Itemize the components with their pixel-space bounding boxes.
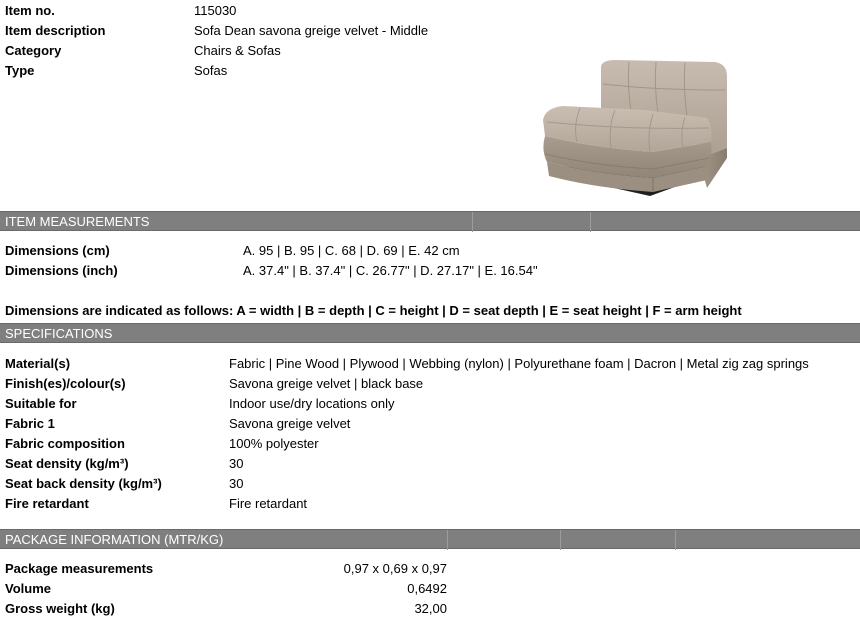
specifications-section-bar [0,323,860,343]
spec-label-suitable-for: Suitable for [5,396,77,411]
item-measurements-title: ITEM MEASUREMENTS [5,214,150,229]
item-no-value: 115030 [194,3,237,18]
item-measurements-section-bar [0,211,860,231]
item-description-value: Sofa Dean savona greige velvet - Middle [194,23,429,38]
package-measurements-value: 0,97 x 0,69 x 0,97 [343,561,447,576]
bar-divider [675,530,676,550]
volume-value: 0,6492 [407,581,447,596]
bar-divider [447,530,448,550]
spec-label-fabric-composition: Fabric composition [5,436,125,451]
dimensions-cm-label: Dimensions (cm) [5,243,110,258]
spec-value-seat-density: 30 [229,456,244,471]
gross-weight-label: Gross weight (kg) [5,601,115,616]
item-description-label: Item description [5,23,106,38]
spec-label-fabric-1: Fabric 1 [5,416,55,431]
spec-value-seat-back-density: 30 [229,476,244,491]
category-label: Category [5,43,62,58]
volume-label: Volume [5,581,51,596]
sofa-product-image [535,56,730,201]
bar-divider [590,212,591,232]
bar-divider [560,530,561,550]
dimensions-cm-value: A. 95 | B. 95 | C. 68 | D. 69 | E. 42 cm [243,243,460,258]
dimensions-inch-label: Dimensions (inch) [5,263,118,278]
type-label: Type [5,63,35,78]
specifications-title: SPECIFICATIONS [5,326,113,341]
gross-weight-value: 32,00 [414,601,447,616]
dimensions-inch-value: A. 37.4" | B. 37.4" | C. 26.77" | D. 27.17" | E. 16.54" [243,263,538,278]
spec-value-finish: Savona greige velvet | black base [229,376,424,391]
spec-label-seat-density: Seat density (kg/m³) [5,456,129,471]
spec-value-suitable-for: Indoor use/dry locations only [229,396,395,411]
package-measurements-label: Package measurements [5,561,154,576]
dimensions-legend: Dimensions are indicated as follows: A = width | B = depth | C = height | D = seat depth | E = seat height | F = arm height [5,303,742,318]
spec-value-fire-retardant: Fire retardant [229,496,308,511]
package-information-section-bar [0,529,860,549]
spec-value-fabric-composition: 100% polyester [229,436,319,451]
package-information-title: PACKAGE INFORMATION (MTR/KG) [5,532,224,547]
bar-divider [472,212,473,232]
type-value: Sofas [194,63,228,78]
spec-label-materials: Material(s) [5,356,71,371]
item-no-label: Item no. [5,3,55,18]
spec-label-finish: Finish(es)/colour(s) [5,376,126,391]
spec-value-fabric-1: Savona greige velvet [229,416,351,431]
spec-label-fire-retardant: Fire retardant [5,496,89,511]
spec-label-seat-back-density: Seat back density (kg/m³) [5,476,162,491]
spec-value-materials: Fabric | Pine Wood | Plywood | Webbing (nylon) | Polyurethane foam | Dacron | Metal zig zag springs [229,356,809,371]
category-value: Chairs & Sofas [194,43,281,58]
